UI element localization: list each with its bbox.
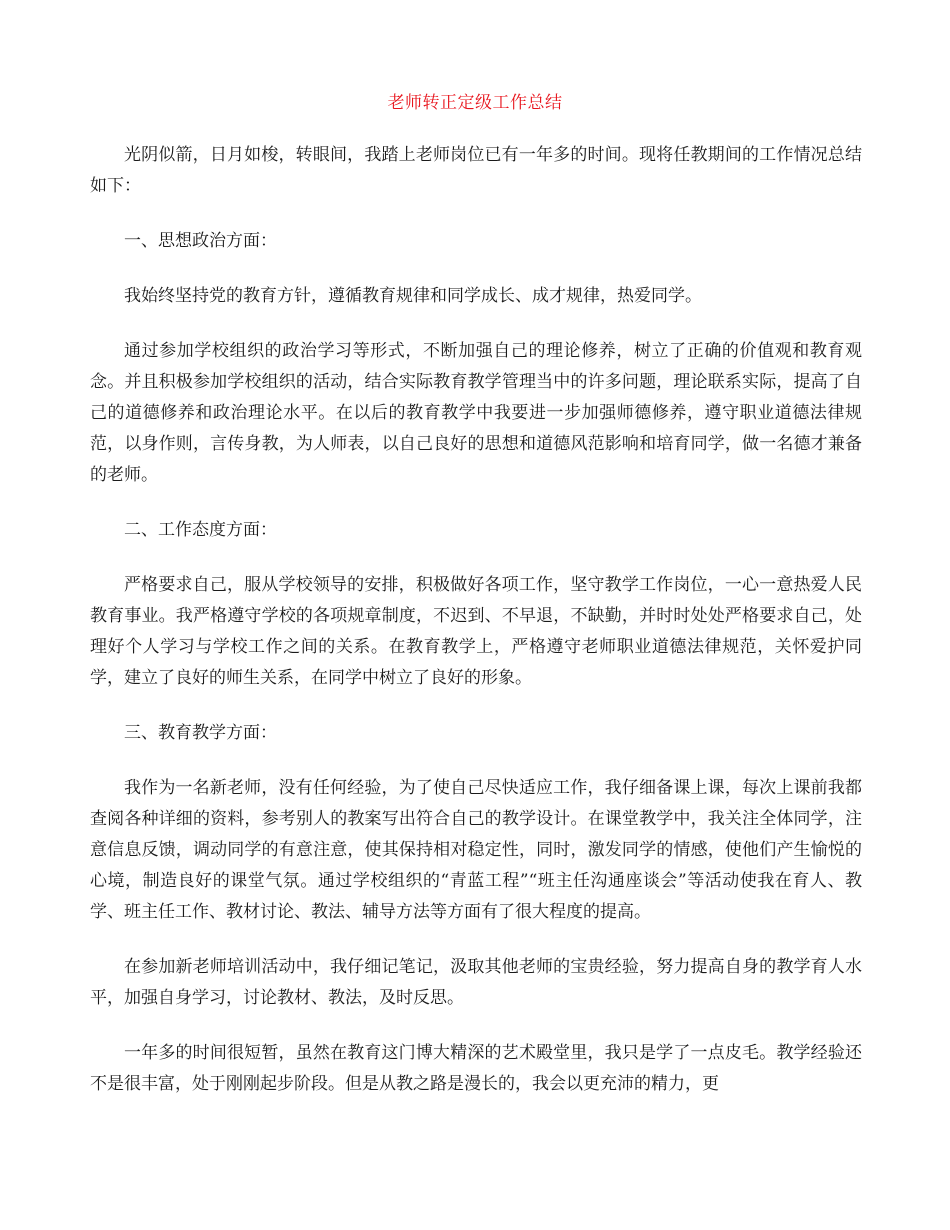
section-heading-political: 一、思想政治方面： bbox=[124, 231, 277, 251]
section-heading-teaching: 三、教育教学方面： bbox=[124, 723, 277, 743]
paragraph: 严格要求自己，服从学校领导的安排，积极做好各项工作，坚守教学工作岗位，一心一意热爱人民教育事业。我严格遵守学校的各项规章制度，不迟到、不早退，不缺勤，并时时处处严格要求自己，处理好个人学习与学校工作之间的关系。在教育教学上，严格遵守老师职业道德法律规范，关怀爱护同学，建立了良好的师生关系，在同学中树立了良好的形象。 bbox=[90, 575, 862, 688]
document-body bbox=[90, 140, 862, 1124]
paragraph: 我作为一名新老师，没有任何经验，为了使自己尽快适应工作，我仔细备课上课，每次上课前我都查阅各种详细的资料，参考别人的教案写出符合自己的教学设计。在课堂教学中，我关注全体同学，注意信息反馈，调动同学的有意注意，使其保持相对稳定性，同时，激发同学的情感，使他们产生愉悦的心境，制造良好的课堂气氛。通过学校组织的“青蓝工程”“班主任沟通座谈会”等活动使我在育人、教学、班主任工作、教材讨论、教法、辅导方法等方面有了很大程度的提高。 bbox=[90, 778, 862, 922]
paragraph: 在参加新老师培训活动中，我仔细记笔记，汲取其他老师的宝贵经验，努力提高自身的教学育人水平，加强自身学习，讨论教材、教法，及时反思。 bbox=[90, 957, 862, 1008]
section-heading-attitude: 二、工作态度方面： bbox=[124, 520, 277, 540]
intro-paragraph: 光阴似箭，日月如梭，转眼间，我踏上老师岗位已有一年多的时间。现将任教期间的工作情况总结如下： bbox=[90, 145, 862, 196]
paragraph: 一年多的时间很短暂，虽然在教育这门博大精深的艺术殿堂里，我只是学了一点皮毛。教学经验还不是很丰富，处于刚刚起步阶段。但是从教之路是漫长的，我会以更充沛的精力，更 bbox=[90, 1043, 862, 1094]
paragraph: 通过参加学校组织的政治学习等形式，不断加强自己的理论修养，树立了正确的价值观和教育观念。并且积极参加学校组织的活动，结合实际教育教学管理当中的许多问题，理论联系实际，提高了自己的道德修养和政治理论水平。在以后的教育教学中我要进一步加强师德修养，遵守职业道德法律规范，以身作则，言传身教，为人师表，以自己良好的思想和道德风范影响和培育同学，做一名德才兼备的老师。 bbox=[90, 341, 862, 485]
paragraph: 我始终坚持党的教育方针，遵循教育规律和同学成长、成才规律，热爱同学。 bbox=[124, 286, 702, 306]
document-title: 老师转正定级工作总结 bbox=[387, 93, 563, 113]
